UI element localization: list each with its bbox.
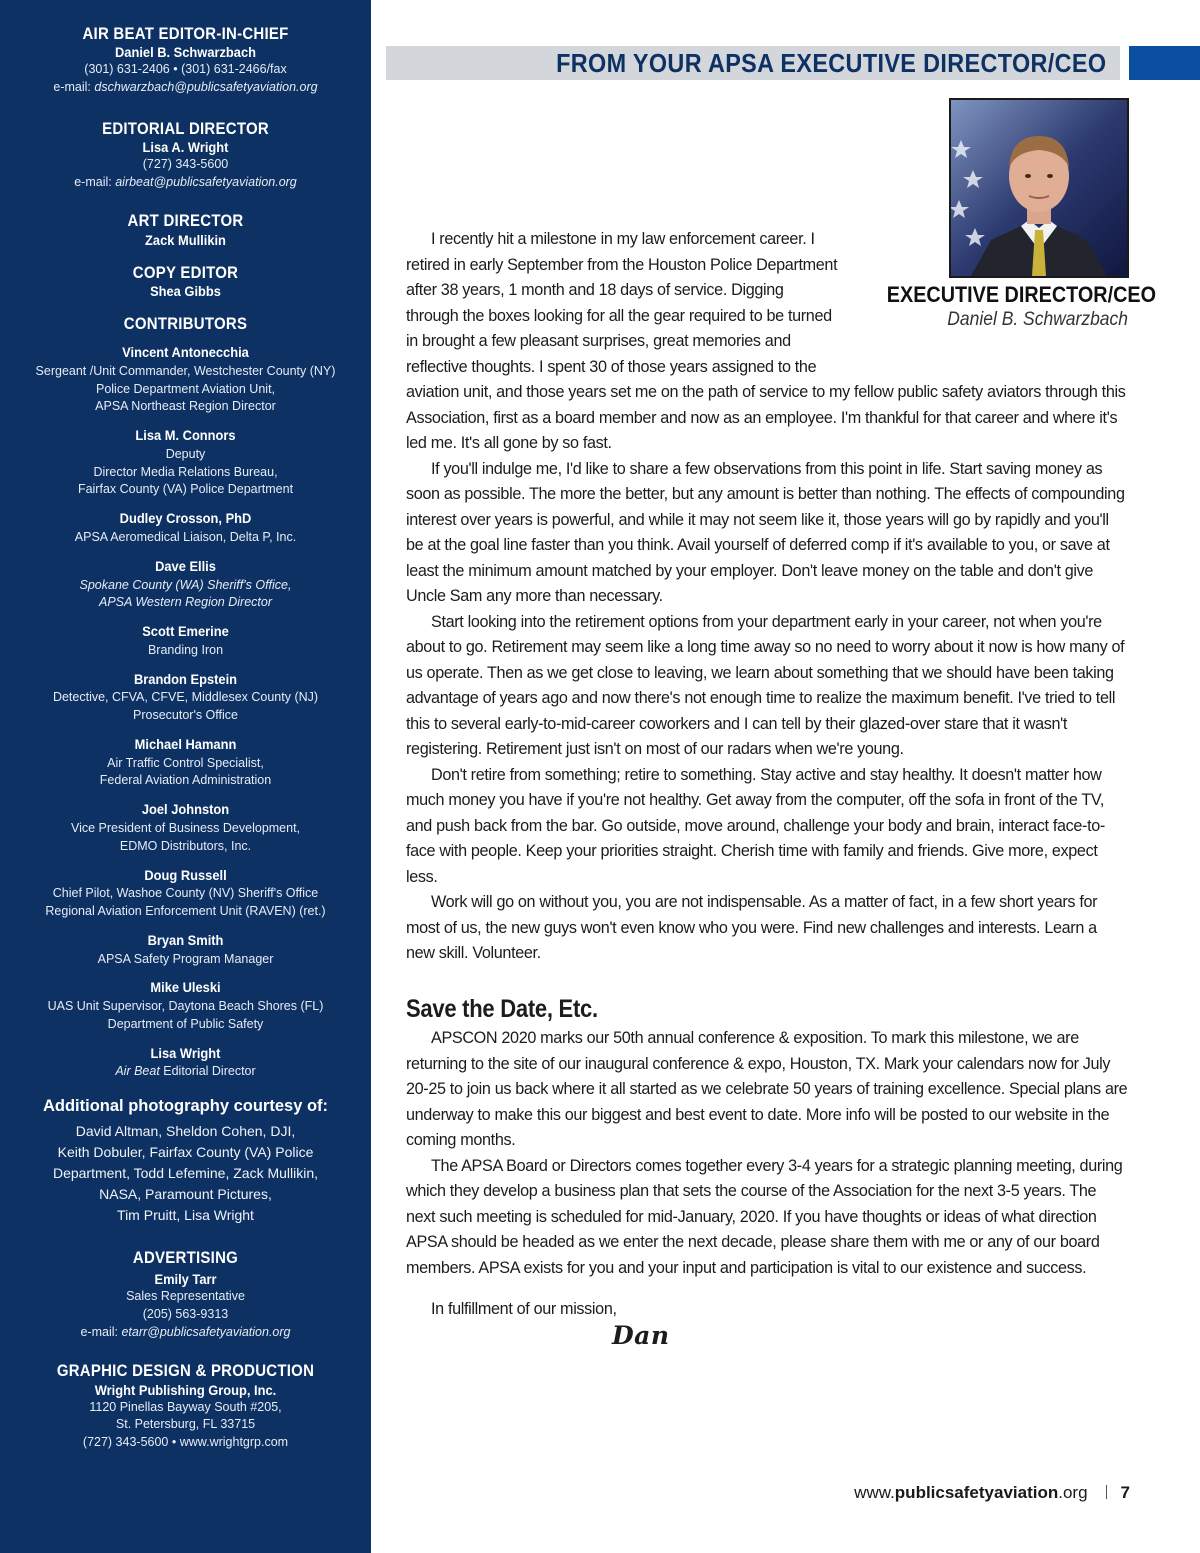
article-paragraph: If you'll indulge me, I'd like to share a few observations from this point in life. Start saving money as soon as possible. The more the better, but any amount is better than nothing. The effects of compounding interest over years is powerful, and while it may not seem like it, those years will go by rapidly and you'll be at the goal line faster than you think. Avail yourself of deferred comp if it's available to you, or save at least the minimum amount matched by your employer. Don't leave money on the table and don't give Uncle Sam any more than necessary. (406, 459, 1125, 605)
contributor-line: Prosecutor's Office (133, 708, 238, 723)
contributor-name: Vincent Antonecchia (122, 344, 249, 361)
contributor-name: Bryan Smith (147, 931, 224, 948)
email-label: e-mail: (80, 1324, 122, 1339)
article-paragraph: Don't retire from something; retire to something. Stay active and stay healthy. It doesn't matter how much money you have if you're not healthy. Get away from the computer, off the sofa in front of the TV, and push back from the bar. Go outside, move around, challenge your body and brain, interact face-to-face with people. Keep your priorities straight. Cherish time with family and friends. Give more, expect less. (406, 765, 1105, 886)
masthead-sidebar (0, 0, 371, 1553)
contributors-heading: CONTRIBUTORS (123, 313, 248, 333)
graphic-design-block (0, 1361, 371, 1451)
contributor (0, 801, 371, 855)
graphic-design-heading: GRAPHIC DESIGN & PRODUCTION (56, 1361, 315, 1381)
contributor-line: Vice President of Business Development, (70, 821, 301, 836)
contributor-line: Regional Aviation Enforcement Unit (RAVEN) (ret.) (45, 904, 326, 919)
advertising-block (0, 1248, 371, 1341)
photography-line: NASA, Paramount Pictures, (99, 1186, 272, 1202)
editor-in-chief-phone: (301) 631-2406 • (301) 631-2466/fax (84, 62, 287, 77)
caption-title: EXECUTIVE DIRECTOR/CEO (886, 282, 1156, 307)
graphic-design-address1: 1120 Pinellas Bayway South #205, (89, 1399, 282, 1414)
contributor-line (0, 1063, 371, 1081)
publication-name: Air Beat (115, 1064, 160, 1079)
article-paragraph: Start looking into the retirement options from your department early in your career, not when you're about to go. Retirement may seem like a long time away so no need to worry about it now is how many of us operate. Then as we get close to leaving, we learn about something that we should have been taking advantage of years ago and now there's not enough time to realize the maximum benefit. I've tried to tell this to several early-to-mid-career coworkers and I can tell by their glazed-over stare that it wasn't registering. Retirement just isn't on most of our radars when we're young. (406, 612, 1125, 758)
article-paragraph: Work will go on without you, you are not indispensable. As a matter of fact, in a few short years for most of us, the new guys won't even know who you were. Find new challenges and interests. Learn a new skill. Volunteer. (406, 893, 1098, 962)
art-director-name: Zack Mullikin (145, 231, 226, 248)
photo-spacer (838, 227, 1156, 357)
banner-accent-tab (1129, 46, 1200, 80)
contributor (0, 623, 371, 660)
contributor-name: Scott Emerine (142, 623, 229, 640)
page-footer (800, 1483, 1130, 1503)
article-body (406, 227, 1156, 1350)
advertising-phone: (205) 563-9313 (142, 1306, 229, 1321)
contributor-line: Air Traffic Control Specialist, (107, 755, 264, 770)
contributor-name: Dave Ellis (155, 557, 216, 574)
contributor-line: Spokane County (WA) Sheriff's Office, (79, 577, 292, 592)
photography-line: Department, Todd Lefemine, Zack Mullikin, (52, 1165, 319, 1181)
contributor-name: Lisa Wright (150, 1044, 221, 1061)
photography-line: David Altman, Sheldon Cohen, DJI, (75, 1123, 296, 1139)
art-director-heading: ART DIRECTOR (127, 211, 244, 231)
contributor-name: Joel Johnston (141, 801, 230, 818)
footer-separator (1106, 1485, 1107, 1499)
contributor (0, 510, 371, 547)
editor-in-chief-block (0, 24, 371, 97)
art-director-block (0, 211, 371, 248)
contributor (0, 344, 371, 416)
contributor (0, 979, 371, 1033)
footer-url-prefix: www. (854, 1483, 895, 1502)
contributor (0, 736, 371, 790)
contributor-line: APSA Western Region Director (99, 595, 272, 610)
contributor-line: Detective, CFVA, CFVE, Middlesex County (NJ) (52, 690, 319, 705)
email-label: e-mail: (74, 174, 116, 189)
contributor-line: APSA Aeromedical Liaison, Delta P, Inc. (74, 530, 297, 545)
graphic-design-name: Wright Publishing Group, Inc. (94, 1381, 277, 1398)
editorial-director-phone: (727) 343-5600 (142, 156, 229, 171)
contributor-name: Mike Uleski (150, 979, 221, 996)
contributor-name: Lisa M. Connors (135, 427, 236, 444)
photography-line: Tim Pruitt, Lisa Wright (117, 1207, 254, 1223)
footer-url[interactable] (854, 1483, 1087, 1502)
photography-credits (0, 1097, 371, 1226)
contributor-line: Branding Iron (147, 642, 224, 657)
copy-editor-heading: COPY EDITOR (132, 262, 239, 282)
contributor-line: EDMO Distributors, Inc. (119, 838, 252, 853)
footer-url-suffix: .org (1058, 1483, 1088, 1502)
contributor (0, 1045, 371, 1082)
contributor (0, 558, 371, 612)
contributor-line: Director Media Relations Bureau, (93, 464, 278, 479)
advertising-heading: ADVERTISING (132, 1248, 239, 1267)
email-label: e-mail: (53, 79, 95, 94)
contributor-line: Federal Aviation Administration (99, 773, 272, 788)
contributor-line: APSA Safety Program Manager (97, 951, 274, 966)
section-title: FROM YOUR APSA EXECUTIVE DIRECTOR/CEO (555, 47, 1106, 78)
contributor-name: Dudley Crosson, PhD (119, 510, 252, 527)
signature: Dan (612, 1320, 670, 1350)
editorial-director-email-line (0, 174, 371, 192)
contributor-name: Brandon Epstein (133, 670, 238, 687)
article-paragraph: The APSA Board or Directors comes together every 3-4 years for a strategic planning meeting, during which they develop a business plan that sets the course of the Association for the next 3-5 years. The next such meeting is scheduled for mid-January, 2020. If you have thoughts or ideas of what direction APSA should be headed as we enter the next decade, please share them with me or any of our board members. APSA exists for you and your input and participation is vital to our existence and success. (406, 1156, 1123, 1277)
contributor-line: APSA Northeast Region Director (95, 399, 276, 414)
editorial-director-heading: EDITORIAL DIRECTOR (102, 118, 269, 138)
contributor-role: Editorial Director (159, 1064, 256, 1079)
advertising-title: Sales Representative (126, 1289, 245, 1304)
photography-heading: Additional photography courtesy of: (42, 1097, 329, 1116)
article-paragraph: APSCON 2020 marks our 50th annual conference & exposition. To mark this milestone, we are returning to the site of our inaugural conference & expo, Houston, TX. Mark your calendars now for July 20-25 to join us back where it all started as we celebrate 50 years of training excellence. Special plans are underway to make this our biggest and best event to date. More info will be posted to our website in the coming months. (406, 1029, 1128, 1149)
closing-line: In fulfillment of our mission, (431, 1300, 617, 1318)
contributor (0, 427, 371, 499)
contributor (0, 867, 371, 921)
footer-url-domain: publicsafetyaviation (894, 1483, 1059, 1502)
section-banner (386, 46, 1120, 80)
editorial-director-name: Lisa A. Wright (142, 139, 229, 156)
article-subhead: Save the Date, Etc. (406, 994, 598, 1023)
contributor (0, 671, 371, 725)
page-number: 7 (1120, 1483, 1130, 1502)
editorial-director-email[interactable]: airbeat@publicsafetyaviation.org (115, 174, 297, 189)
contributor (0, 932, 371, 969)
editor-in-chief-email[interactable]: dschwarzbach@publicsafetyaviation.org (94, 79, 318, 94)
graphic-design-address2: St. Petersburg, FL 33715 (115, 1417, 256, 1432)
contributor-line: Deputy (165, 446, 206, 461)
editorial-director-block (0, 119, 371, 192)
contributor-name: Doug Russell (144, 866, 227, 883)
graphic-design-contact: (727) 343-5600 • www.wrightgrp.com (82, 1435, 289, 1450)
photography-line: Keith Dobuler, Fairfax County (VA) Police (57, 1144, 314, 1160)
contributor-line: UAS Unit Supervisor, Daytona Beach Shores (FL) (47, 999, 324, 1014)
copy-editor-name: Shea Gibbs (150, 282, 221, 299)
editor-in-chief-email-line (0, 79, 371, 97)
caption-name: Daniel B. Schwarzbach (947, 309, 1128, 330)
advertising-name: Emily Tarr (154, 1271, 217, 1288)
contributor-line: Sergeant /Unit Commander, Westchester County (NY) (35, 363, 336, 378)
copy-editor-block (0, 263, 371, 300)
contributor-line: Fairfax County (VA) Police Department (77, 482, 294, 497)
editor-in-chief-name: Daniel B. Schwarzbach (114, 44, 257, 61)
article-paragraph: I recently hit a milestone in my law enforcement career. I retired in early September from the Houston Police Department after 38 years, 1 month and 18 days of service. Digging through the boxes looking for all the gear required to be turned in brought a few pleasant surprises, great memories and reflective thoughts. I spent 30 of those years assigned to the aviation unit, and those years set me on the path of service to my fellow public safety aviators through this Association, first as a board member and now as an employee. I'm thankful for that career and where it's led me. It's all gone by so fast. (406, 230, 1126, 452)
contributor-line: Chief Pilot, Washoe County (NV) Sheriff's Office (52, 886, 319, 901)
contributor-line: Police Department Aviation Unit, (95, 381, 276, 396)
advertising-email-line (0, 1324, 371, 1342)
advertising-email[interactable]: etarr@publicsafetyaviation.org (121, 1324, 291, 1339)
contributor-line: Department of Public Safety (107, 1016, 264, 1031)
contributor-name: Michael Hamann (134, 735, 237, 752)
editor-in-chief-heading: AIR BEAT EDITOR-IN-CHIEF (82, 24, 289, 43)
